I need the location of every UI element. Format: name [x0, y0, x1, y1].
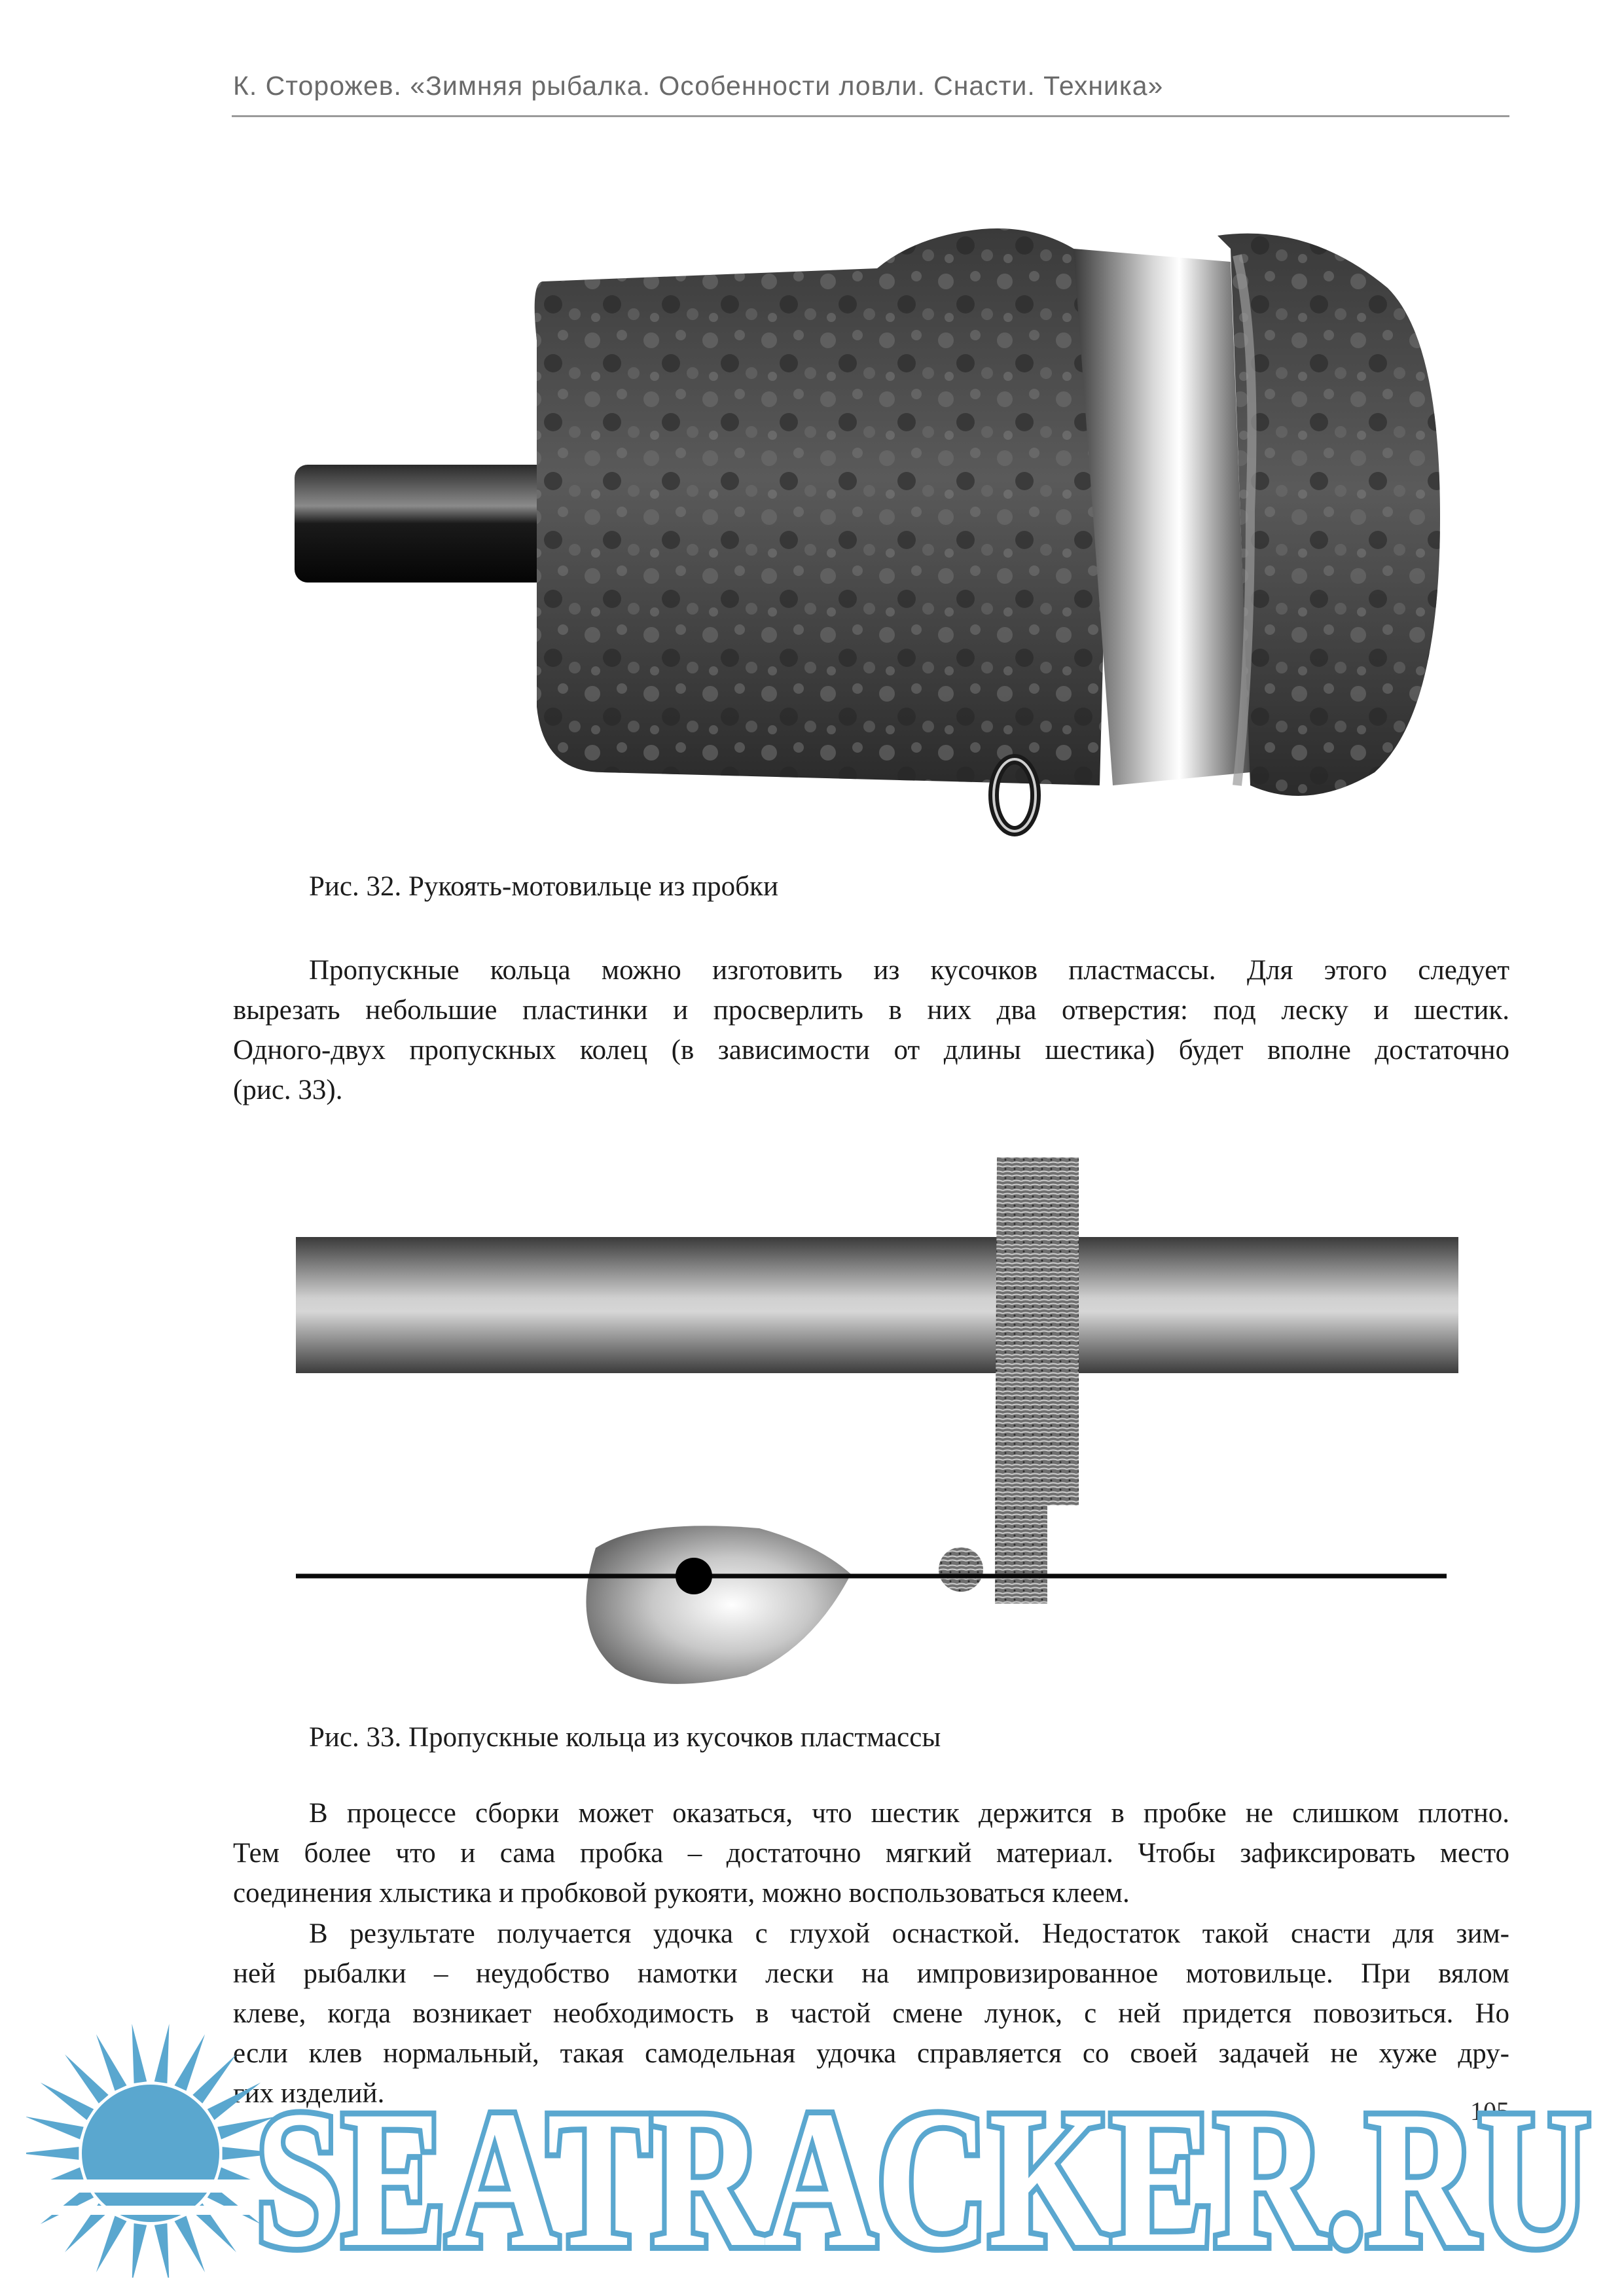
paragraph-line: Одного-двух пропускных колец (в зависимости от длины шестика) будет вполне достаточно — [233, 1035, 1509, 1066]
paragraph-line: клеве, когда возникает необходимость в частой смене лунок, с ней придется повозиться. Но — [233, 1998, 1509, 2029]
paragraph-line: В процессе сборки может оказаться, что шестик держится в пробке не слишком плотно. — [309, 1798, 1509, 1829]
figure-cork-handle — [288, 209, 1453, 851]
sun-ray — [175, 2034, 206, 2090]
sun-ray — [26, 2117, 84, 2140]
plastic-guide-plate — [995, 1157, 1079, 1604]
sun-ray — [96, 2034, 127, 2090]
watermark-text: SEATRACKER.RU — [255, 2070, 1591, 2278]
sun-ray — [96, 2216, 127, 2272]
line-hole — [676, 1558, 712, 1594]
paragraph-line: соединения хлыстика и пробковой рукояти, можно воспользоваться клеем. — [233, 1878, 1130, 1909]
paragraph-line: В результате получается удочка с глухой оснасткой. Недостаток такой снасти для зим- — [309, 1918, 1509, 1949]
paragraph-line: Пропускные кольца можно изготовить из кусочков пластмассы. Для этого следует — [309, 955, 1509, 986]
paragraph — [233, 950, 1509, 1110]
sun-ray — [132, 2024, 147, 2083]
running-header: К. Сторожев. «Зимняя рыбалка. Особенности ловли. Снасти. Техника» — [233, 71, 1164, 101]
plastic-guide-piece — [586, 1526, 851, 1684]
sun-ray — [175, 2216, 206, 2272]
paragraph-line: вырезать небольшие пластинки и просверлить в них два отверстия: под леску и шестик. — [233, 995, 1509, 1026]
watermark — [26, 2003, 1610, 2278]
paragraph-line: гих изделий. — [233, 2078, 385, 2109]
figure-caption: Рис. 32. Рукоять-мотовильце из пробки — [309, 871, 778, 902]
sun-ray — [132, 2223, 147, 2278]
sun-ray — [208, 2083, 261, 2120]
page-number: 105 — [1470, 2096, 1509, 2126]
header-divider — [232, 115, 1509, 117]
sun-ray — [192, 2054, 236, 2104]
rod-blank — [295, 465, 569, 583]
figure-line-guides — [288, 1152, 1466, 1715]
paragraph — [233, 1793, 1509, 1913]
rod-section — [296, 1237, 1458, 1373]
sun-ray — [65, 2054, 109, 2104]
paragraph-line: если клев нормальный, такая самодельная удочка справляется со своей задачей не хуже дру- — [233, 2038, 1509, 2069]
sun-ray — [26, 2147, 79, 2160]
figure-caption: Рис. 33. Пропускные кольца из кусочков пластмассы — [309, 1722, 941, 1753]
paragraph-line: (рис. 33). — [233, 1075, 343, 1105]
line-hole-section — [939, 1547, 983, 1592]
paragraph-line: ней рыбалки – неудобство намотки лески на импровизированное мотовильце. При вялом — [233, 1958, 1509, 1989]
sun-logo-icon — [26, 2024, 281, 2278]
sun-ray — [154, 2223, 170, 2278]
sun-ray — [154, 2024, 170, 2083]
paragraph-line: Тем более что и сама пробка – достаточно мягкий материал. Чтобы зафиксировать место — [233, 1838, 1509, 1869]
sun-ray — [41, 2083, 94, 2120]
